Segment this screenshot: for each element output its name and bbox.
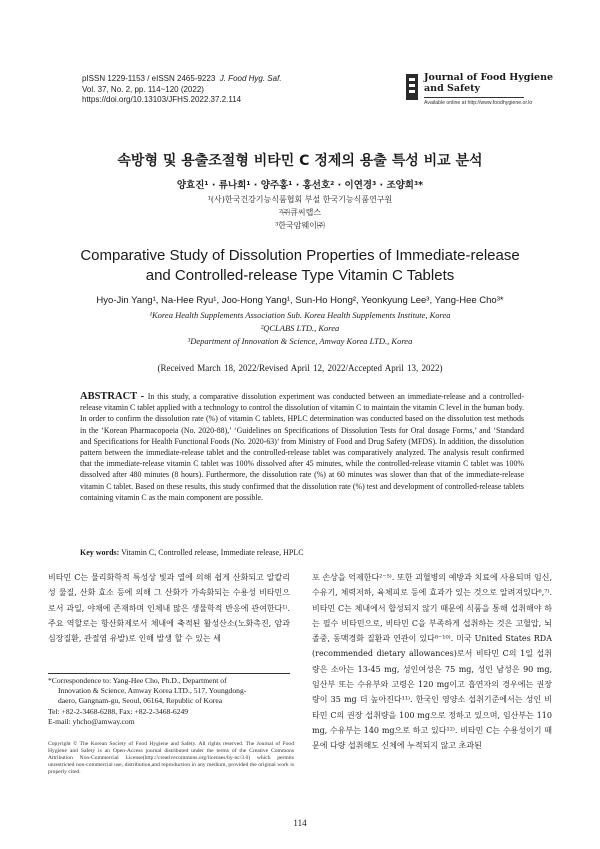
journal-abbr: J. Food Hyg. Saf.: [219, 74, 282, 83]
korean-affiliation-1: ¹(사)한국건강기능식품협회 부설 한국기능식품연구원: [207, 195, 393, 204]
doi-link[interactable]: https://doi.org/10.13103/JFHS.2022.37.2.114: [82, 95, 242, 104]
english-authors: Hyo-Jin Yang¹, Na-Hee Ryu¹, Joo-Hong Yang¹, Sun-Ho Hong², Yeonkyung Lee³, Yang-Hee Cho³*: [96, 295, 504, 306]
english-affiliation-1: ¹Korea Health Supplements Association Sub. Korea Health Supplements Institute, Korea: [149, 310, 451, 320]
footnote-divider: [48, 673, 290, 674]
abstract-heading: ABSTRACT -: [80, 391, 148, 402]
body-right-text: 포 손상을 억제한다²⁻⁵⁾. 또한 괴혈병의 예방과 치료에 사용되며 임신, 수유기, 체력저하, 육체피로 등에 효과가 있는 것으로 알려져있다⁶,⁷⁾. 비타민 C는 체내에서 합성되지 않기 때문에 식품을 통해 섭취해야 하는 필수 비타민으로, 비타민 C을 부족하게 섭취하는 것은 고혈압, 뇌졸중, 동맥경화 질환과 연관이 있다⁸⁻¹⁰⁾. 미국 United States RDA (recommended dietary allowances)로서 비타민 C의 1일 섭취량은 소아는 13-45 mg, 성인여성은 75 mg, 성인 남성은 90 mg, 임산부 또는 수유부와 고령은 120 mg이고 흡연자의 경우에는 권장량이 35 mg 더 높아진다¹¹⁾. 한국인 영양소 섭취기준에서는 성인 비타민 C의 권장 섭취량을 100 mg으로 정하고 있으며, 임산부는 110 mg, 수유부는 140 mg으로 하고 있다¹²⁾. 비타민 C는 수용성이기 때문에 다량 섭취해도 신체에 누적되지 않고 초과된: [312, 573, 552, 751]
logo-title: [424, 72, 553, 94]
abstract-text: In this study, a comparative dissolution experiment was conducted between an immediate-release and a controlled-release vitamin C tablet applied with a technology to control the dissolution of vitamin C to maintain the vitamin C level in the human body. In order to confirm the dissolution rate (%) of vitamin C tablets, HPLC determination was conducted based on the dissolution test methods in the ‘Korean Pharmacopoeia (No. 2020-88),’ ‘Guidelines on Specifications of Dissolution Tests for Oral dosage Forms,’ and ‘Standard and Specifications for Health Functional Foods (No. 2020-63)’ from Ministry of Food and Drug Safety (MFDS). In addition, the dissolution pattern between the immediate-release tablet and the controlled-release tablet was comparatively analyzed. The analysis result confirmed that the immediate-release vitamin C tablet was 100% dissolved after 45 minutes, while the controlled-release vitamin C tablet was 100% dissolved after 480 minutes (8 hours). Furthermore, the dissolution rate (%) at 60 minutes was slower than that of the immediate-release vitamin C tablet. Based on these results, this study confirmed that the dissolution rate (%) test and development of controlled-release tablets containing vitamin C as the main component are possible.: [80, 392, 524, 502]
issn-line: [82, 74, 282, 85]
body-column-left: [48, 570, 290, 646]
abstract: [80, 391, 524, 503]
body-left-text: 비타민 C는 물리화학적 특성상 빛과 열에 의해 쉽게 산화되고 알칼리성 물질, 산화 효소 등에 의해 그 산화가 가속화되는 수용성 비타민으로서 과일, 야채에 존재하며 인체내 많은 생물학적 반응에 관여한다¹⁾. 주요 역할로는 항산화제로서 체내에 축적된 활성산소(노화촉진, 암과 심장질환, 관절염 유발)로 인해 발생 할 수 있는 세: [48, 573, 290, 644]
logo-url: Available online at http://www.foodhygiene.or.kr: [424, 100, 533, 106]
english-title: [0, 246, 600, 286]
keywords-text: Vitamin C, Controlled release, Immediate release, HPLC: [119, 548, 304, 557]
logo-divider: [424, 97, 524, 98]
english-affiliation-2: ²QCLABS LTD., Korea: [260, 323, 340, 333]
correspondence-line: *Correspondence to: Yang-Hee Cho, Ph.D., Department of: [48, 676, 227, 685]
issn: pISSN 1229-1153 / eISSN 2465-9223: [82, 74, 216, 83]
correspondence-line: Tel: +82-2-3468-6288, Fax: +82-2-3468-6249: [48, 706, 189, 716]
correspondence-line: daero, Gangnam-gu, Seoul, 06164, Republic of Korea: [58, 696, 223, 706]
copyright-notice: Copyright © The Korean Society of Food Hygiene and Safety. All rights reserved. The Journal of Food Hygiene and Safety is an Open-Access journal distributed under the terms of the Creative Commons Attribution Non-Commercial License(http://creativecommons.org/licenses/by-nc/3.0) which permits unrestricted non-commercial use, distribution,and reproduction in any medium, provided the original work is properly cited.: [48, 741, 294, 775]
keywords-label: Key words:: [80, 548, 120, 557]
journal-header: [82, 74, 282, 106]
correspondence-line: Innovation & Science, Amway Korea LTD., 517, Youngdong-: [58, 686, 247, 696]
korean-affiliation-2: ²㈜큐씨랩스: [278, 208, 322, 217]
english-title-line1: Comparative Study of Dissolution Properties of Immediate-release: [80, 247, 520, 264]
english-title-line2: and Controlled-release Type Vitamin C Tablets: [145, 267, 455, 284]
logo-title-line1: Journal of Food Hygiene: [424, 72, 554, 83]
page-number: 114: [293, 818, 307, 828]
journal-logo-icon: [406, 74, 418, 100]
correspondence: [48, 676, 294, 727]
correspondence-email[interactable]: E-mail: yhcho@amway.com: [48, 716, 135, 726]
keywords: [80, 548, 524, 557]
korean-affiliation-3: ³한국암웨이㈜: [275, 221, 325, 230]
journal-logo: [406, 72, 554, 108]
korean-authors: 양효진¹ · 류나희¹ · 양주홍¹ · 홍선호² · 이연경³ · 조양희³*: [176, 180, 424, 191]
body-column-right: [312, 570, 552, 754]
logo-title-line2: and Safety: [424, 83, 481, 94]
received-dates: (Received March 18, 2022/Revised April 12, 2022/Accepted April 13, 2022): [157, 363, 443, 373]
korean-title: 속방형 및 용출조절형 비타민 C 정제의 용출 특성 비교 분석: [117, 153, 483, 169]
english-affiliation-3: ³Department of Innovation & Science, Amway Korea LTD., Korea: [187, 336, 413, 346]
volume-line: Vol. 37, No. 2, pp. 114~120 (2022): [82, 84, 204, 94]
